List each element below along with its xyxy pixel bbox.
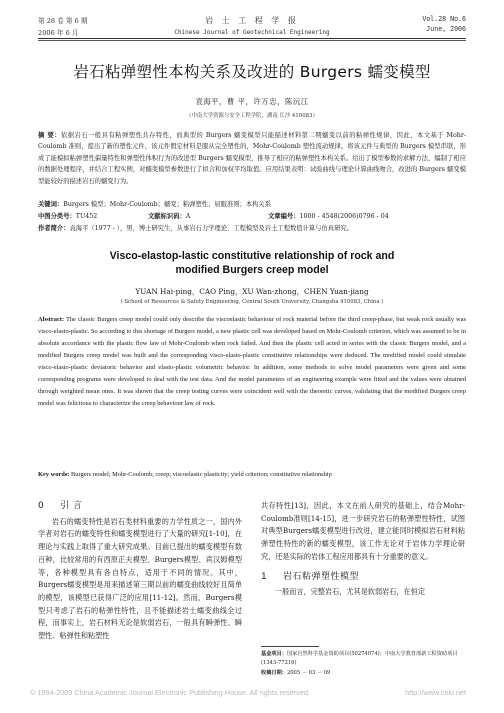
introduction-continued: 共存特性[13]，因此，本文在前人研究的基础上，结合Mohr-Coulomb准则[14-15]，进一步研究岩石的粘弹塑性特性，试图对典型Burgers蠕变模型进行改进，建立能同时模拟岩石材料粘弹塑性特性的新的蠕变模型，该工作无论对于岩体力学理论研究，还是实际的岩体工程应用都具有十分重要的意义。 <box>261 501 465 561</box>
keywords-en <box>38 471 466 478</box>
section-number: 1 <box>261 571 268 582</box>
doc-code-label: 文献标识码： <box>148 213 186 220</box>
keywords-en-label: Key words: <box>38 471 70 478</box>
section-title: 引 言 <box>60 501 83 511</box>
received-note <box>261 669 465 678</box>
abstract-en <box>38 314 466 410</box>
body-column-left <box>38 500 242 643</box>
header-date-en: June, 2006 <box>426 25 466 33</box>
keywords-cn-label: 关键词： <box>38 201 64 208</box>
section-heading-introduction <box>38 500 242 513</box>
section-number: 0 <box>38 501 45 511</box>
abstract-cn-label: 摘 要： <box>38 132 62 139</box>
keywords-cn-text: Burgers 模型；Mohr-Coulomb；蠕变；粘弹塑性；屈服准则；本构关系 <box>63 201 272 208</box>
section-heading-model <box>261 571 465 584</box>
footnote-rule <box>261 646 319 647</box>
copyright-bar <box>0 686 504 698</box>
paper-title-en-line2: modified Burgers creep model <box>175 264 329 276</box>
keywords-en-text: Burgers model; Mohr-Coulomb; creep; viscoelastic plasticity; yield criterion; constitutive relationship <box>71 471 332 478</box>
paper-title-cn: 岩石粘弹塑性本构关系及改进的 Burgers 蠕变模型 <box>73 63 431 81</box>
model-paragraph: 一般而言，完整岩石，尤其是软弱岩石，在恒定 <box>275 587 425 597</box>
article-id-label: 文章编号： <box>268 213 300 220</box>
header-rule-thin <box>38 40 466 41</box>
fund-label: 基金项目： <box>261 651 287 657</box>
received-date: 2005 － 03 － 09 <box>286 669 331 676</box>
journal-name-en: Chinese Journal of Geotechnical Engineering <box>174 29 330 36</box>
clc-value: TU452 <box>75 213 98 220</box>
classification-line <box>38 211 466 220</box>
affiliation-en: ( School of Resources & Safety Engineering, Central South University, Changsha 410083, China ) <box>120 299 384 305</box>
section-title: 岩石粘弹塑性模型 <box>283 571 360 582</box>
footnote <box>261 650 465 678</box>
introduction-paragraph: 岩石的蠕变特性是岩石类材料重要的力学性质之一，国内外学者对岩石的蠕变特性和蠕变模型进行了大量的研究[1-10]，在理论与实践上取得了重大研究成果。目前已提出的蠕变模型有数百种，比较常用的有西原正夫模型、Burgers模型、宾汉姆模型等，各种模型具有各自特点，适用于不同的情况。其中，Burgers蠕变模型是用来描述第三期以前的蠕变曲线较好且简单的模型，该模型已获得广泛的应用[11-12]。然而，Burgers模型只考虑了岩石的粘弹性特性，且不能描述岩土蠕变曲线全过程，而事实上，岩石材料无论是软弱岩石，一般具有瞬弹性、瞬塑性、粘弹性和粘塑性 <box>38 516 242 641</box>
author-bio-label: 作者简介： <box>38 225 70 232</box>
journal-name-cn: 岩 土 工 程 学 报 <box>205 16 299 25</box>
keywords-cn <box>38 199 466 208</box>
article-id-value: 1000 - 4548(2006)0796 - 04 <box>299 213 389 220</box>
cnki-link[interactable]: http://www.cnki.net <box>405 688 466 697</box>
abstract-cn-text: 依据岩石一般具有粘弹塑性共存特性，而典型的 Burgers 蠕变模型只能描述材料第二期蠕变以前的粘弹性规律，因此，本文基于 Mohr-Coulomb 准则，提出了新的塑性元件，该元件假定材料是服从完全塑性的，Mohr-Coulomb 塑性流动规律。将该元件与典型的 Burgers 模型串联，形成了能模拟粘弹塑性偏量特性和弹塑性体积行为的改进型 Burgers 蠕变模型，推导了相应的粘弹塑性本构关系。给出了模型参数的求解方法，编制了相应的数据处理程序，并结合工程实例，对蠕变模型参数进行了拟合和加权平均取值。应用结果表明：试验曲线与理论计算曲线吻合，改进的 Burgers 蠕变模型能较好的描述岩石的蠕变行为。 <box>38 132 466 185</box>
header-date-cn: 2006 年 6 月 <box>38 29 79 37</box>
header-rule <box>38 38 466 39</box>
author-bio <box>38 223 466 232</box>
body-column-right <box>261 500 465 599</box>
copyright-text: © 1994-2009 China Academic Journal Electronic Publishing House. All rights reserved. <box>30 688 310 697</box>
abstract-en-text: The classic Burgers creep model could only describe the viscoelastic behaviour of rock material before the third creep-phase, but weak rock usually was visco-elasto-plastic. So according to this shortage of Burgers model, a new plastic cell was developed based on Mohr-Coulomb criterion, which was assumed to be in absolute accordance with the plastic flow law of Mohr-Coulomb when rock failed. And then the plastic cell acted in series with the classic Burgers model, and a modified Burgers creep model was built and the corresponding visco-elasto-plastic constitutive relationships were deduced. The modified model could simulate visco-elasto-plastic deviatoric behavior and elasto-plastic volumetric behavior. In addition, some methods to solve model parameters were given and some corresponding programs were developed to deal with the test data. And the model parameters of an engineering example were fitted and the values were obtained through weighted mean ones. It was shown that the creep testing curves were coincident well with the theoretic curves, validating that the modified Burgers creep model was felicitous to characterize the creep behaviour law of rock. <box>38 316 466 408</box>
author-bio-text: 袁海平（1977 - ），男，博士研究生，从事岩石力学理论、工程模型及岩土工程数值计算与仿真研究。 <box>69 225 353 232</box>
clc-label: 中图分类号： <box>38 213 76 220</box>
authors-en: YUAN Hai-ping，CAO Ping，XU Wan-zhong，CHEN Yuan-jiang <box>135 287 369 296</box>
abstract-cn <box>38 130 466 187</box>
paper-title-en <box>0 249 504 277</box>
authors-cn: 袁海平，曹 平，许万忠，陈沅江 <box>195 97 309 106</box>
received-label: 收稿日期： <box>261 669 287 676</box>
header-right <box>422 15 466 33</box>
affiliation-cn: （中南大学资源与安全工程学院，湖南 长沙 410083） <box>186 113 318 119</box>
abstract-en-label: Abstract: <box>38 316 65 323</box>
paper-title-en-line1: Visco-elastop-lastic constitutive relationship of rock and <box>109 250 395 262</box>
fund-text: 国家自然科学基金资助项目(50274074)；中南大学教育部新工程资助项目(1343-77216) <box>261 651 458 667</box>
header-volume-cn: 第 28 卷 第 6 期 <box>38 17 88 25</box>
fund-note <box>261 650 465 669</box>
header-volume-en: Vol.28 No.6 <box>422 15 466 23</box>
doc-code-value: A <box>185 213 191 220</box>
